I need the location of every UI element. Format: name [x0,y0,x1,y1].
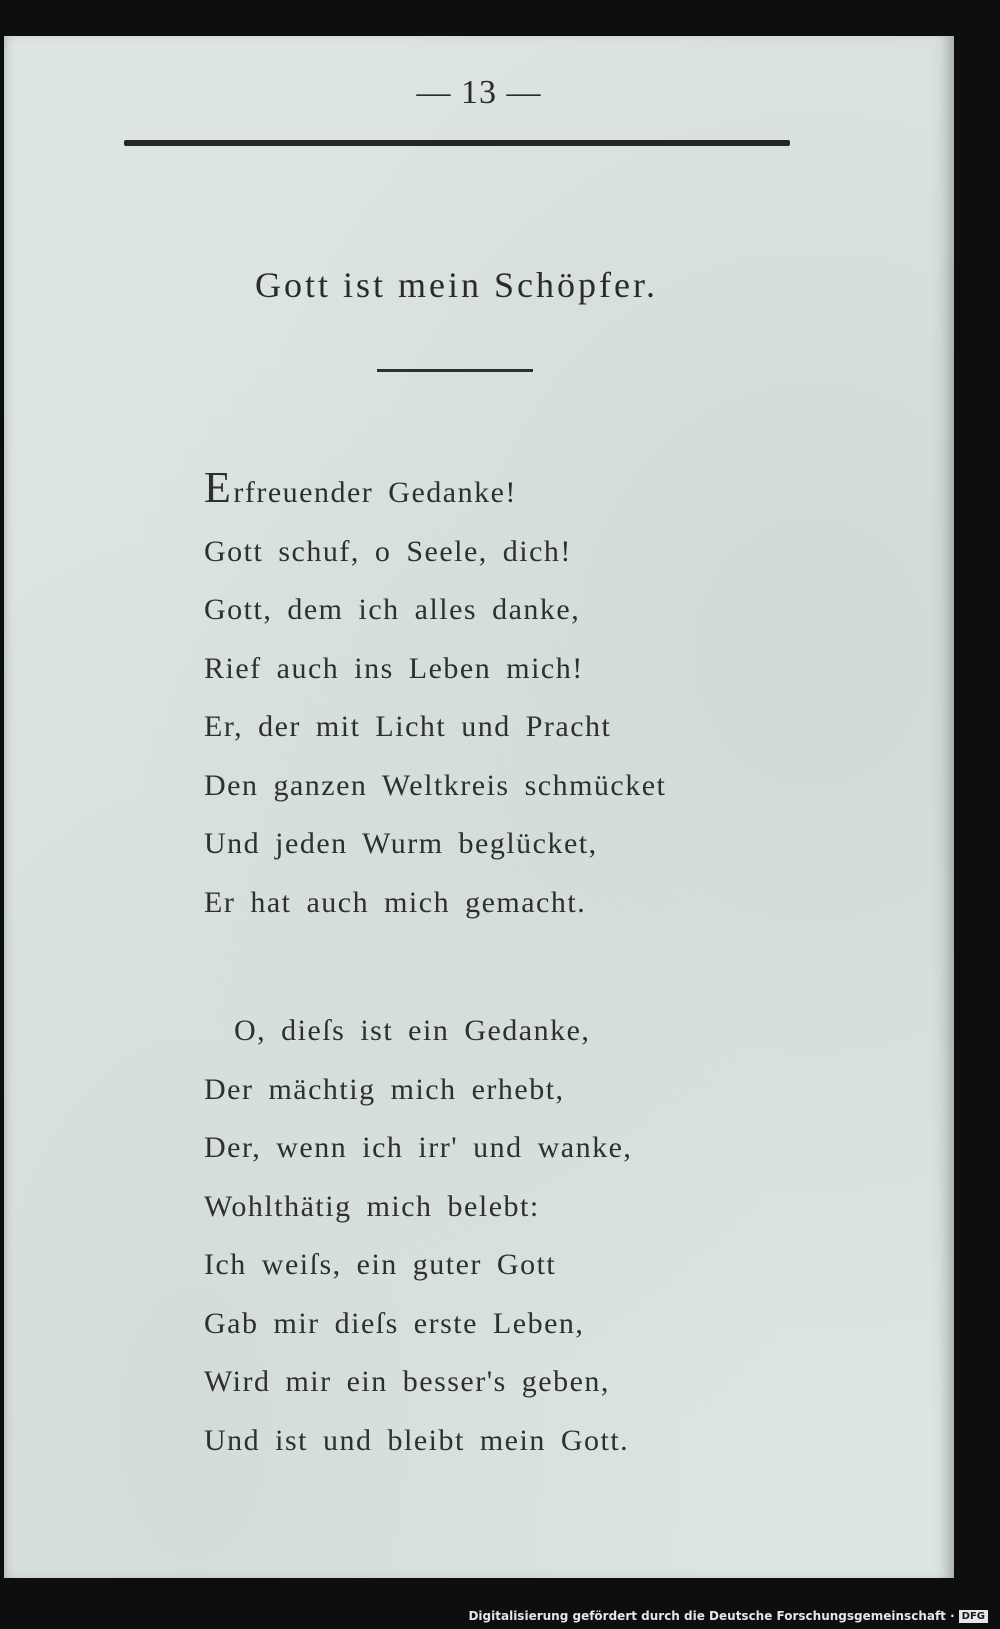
poem-line: Er hat auch mich gemacht. [204,885,587,919]
stanza-1 [204,464,924,932]
poem-line: Und ist und bleibt mein Gott. [204,1423,630,1457]
title-rule [377,369,533,372]
poem-line: Wird mir ein besser's geben, [204,1365,610,1398]
poem-line: Er, der mit Licht und Pracht [204,710,612,743]
poem-line-text: rfreuender Gedanke! [233,476,517,509]
dfg-logo: DFG [959,1610,988,1623]
poem-line: Der, wenn ich irr' und wanke, [204,1131,633,1164]
poem-line: Gott schuf, o Seele, dich! [204,534,572,568]
poem-line: Und jeden Wurm beglücket, [204,827,598,860]
poem-line: Der mächtig mich erhebt, [204,1072,565,1106]
poem-title: Gott ist mein Schöpfer. [255,265,658,305]
poem-line: Gab mir dieſs erste Leben, [204,1306,585,1340]
poem-line: Gott, dem ich alles danke, [204,593,581,626]
book-page [4,36,954,1578]
poem-line: Den ganzen Weltkreis schmücket [204,768,667,802]
stanza-2 [204,1002,924,1470]
digitization-credit [468,1609,988,1623]
poem-line: Rief auch ins Leben mich! [204,651,584,685]
drop-cap: E [204,463,233,512]
poem-line: Ich weiſs, ein guter Gott [204,1248,557,1281]
poem-line [204,464,924,523]
poem-line: Wohlthätig mich belebt: [204,1189,540,1223]
poem-line: O, dieſs ist ein Gedanke, [234,1014,591,1047]
header-rule [124,140,790,146]
credit-text: Digitalisierung gefördert durch die Deutsche Forschungsgemeinschaft · [468,1609,955,1623]
page-number: — 13 — [416,74,542,111]
